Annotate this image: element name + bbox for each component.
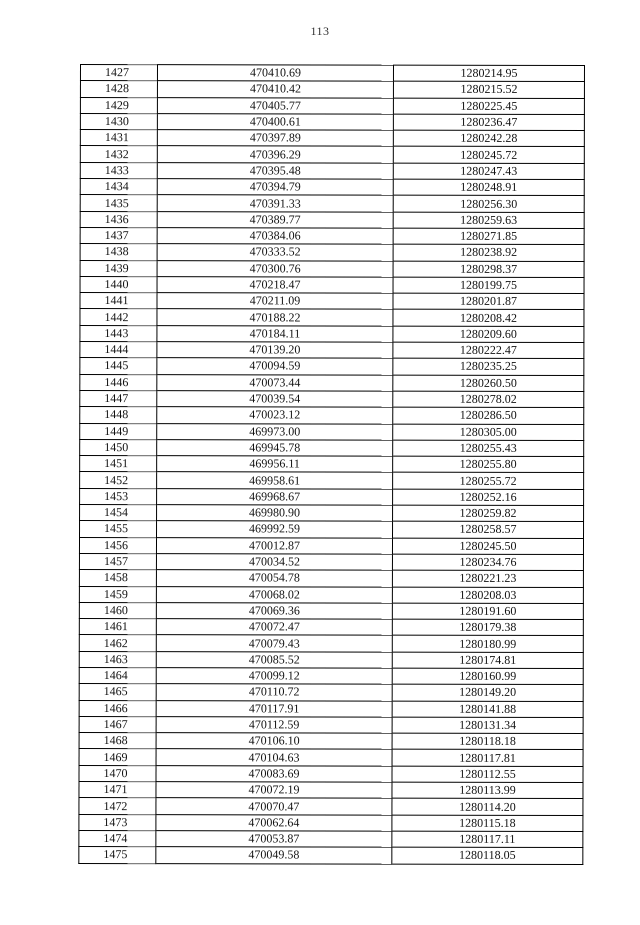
table-row: [80, 244, 584, 261]
point-id-cell: 1466: [79, 700, 156, 716]
table-row: [80, 521, 584, 538]
point-id-cell: 1459: [79, 586, 156, 602]
point-id-cell: 1432: [80, 146, 157, 162]
point-id-cell: 1471: [79, 782, 156, 798]
table-row: [79, 700, 583, 717]
table-row: [80, 407, 584, 424]
table-row: [80, 325, 584, 342]
point-id-cell: 1472: [79, 798, 156, 814]
y-coordinate-cell: 1280209.60: [393, 326, 584, 343]
x-coordinate-cell: 469992.59: [157, 521, 393, 538]
point-id-cell: 1443: [80, 325, 157, 341]
table-row: [80, 276, 584, 293]
y-coordinate-cell: 1280214.95: [393, 65, 584, 82]
x-coordinate-cell: 470072.47: [156, 619, 392, 636]
x-coordinate-cell: 470068.02: [156, 586, 392, 603]
table-row: [80, 488, 584, 505]
x-coordinate-cell: 470139.20: [157, 342, 393, 359]
table-row: [79, 651, 583, 668]
y-coordinate-cell: 1280117.81: [392, 750, 583, 767]
y-coordinate-cell: 1280208.03: [392, 587, 583, 604]
y-coordinate-cell: 1280115.18: [392, 815, 583, 832]
x-coordinate-cell: 470397.89: [157, 130, 393, 147]
x-coordinate-cell: 470117.91: [156, 700, 392, 717]
x-coordinate-cell: 470104.63: [156, 749, 392, 766]
table-row: [80, 390, 584, 407]
x-coordinate-cell: 470085.52: [156, 651, 392, 668]
x-coordinate-cell: 469958.61: [157, 472, 393, 489]
x-coordinate-cell: 470218.47: [157, 277, 393, 294]
table-row: [80, 227, 584, 244]
x-coordinate-cell: 470394.79: [157, 179, 393, 196]
x-coordinate-cell: 470410.42: [157, 81, 393, 98]
x-coordinate-cell: 470395.48: [157, 162, 393, 179]
table-row: [79, 570, 583, 587]
x-coordinate-cell: 470099.12: [156, 668, 392, 685]
point-id-cell: 1441: [80, 293, 157, 309]
y-coordinate-cell: 1280286.50: [393, 407, 584, 424]
y-coordinate-cell: 1280248.91: [393, 179, 584, 196]
y-coordinate-cell: 1280118.05: [392, 847, 583, 864]
table-row: [79, 602, 583, 619]
table-row: [80, 358, 584, 375]
x-coordinate-cell: 470110.72: [156, 684, 392, 701]
y-coordinate-cell: 1280238.92: [393, 244, 584, 261]
table-row: [79, 847, 583, 864]
table-row: [80, 439, 584, 456]
table-row: [80, 130, 584, 147]
point-id-cell: 1429: [80, 97, 157, 113]
y-coordinate-cell: 1280256.30: [393, 196, 584, 213]
point-id-cell: 1463: [79, 651, 156, 667]
x-coordinate-cell: 470106.10: [156, 733, 392, 750]
point-id-cell: 1461: [79, 619, 156, 635]
point-id-cell: 1433: [80, 162, 157, 178]
point-id-cell: 1440: [80, 276, 157, 292]
point-id-cell: 1468: [79, 733, 156, 749]
point-id-cell: 1447: [80, 390, 157, 406]
table-row: [79, 798, 583, 815]
x-coordinate-cell: 470400.61: [157, 114, 393, 131]
table-row: [80, 97, 584, 114]
table-row: [80, 113, 584, 130]
y-coordinate-cell: 1280245.50: [392, 538, 583, 555]
table-row: [79, 586, 583, 603]
x-coordinate-cell: 470034.52: [156, 554, 392, 571]
point-id-cell: 1473: [79, 814, 156, 830]
x-coordinate-cell: 470112.59: [156, 717, 392, 734]
x-coordinate-cell: 470094.59: [157, 358, 393, 375]
point-id-cell: 1475: [79, 847, 156, 863]
point-id-cell: 1451: [80, 456, 157, 472]
table-row: [80, 146, 584, 163]
table-row: [79, 537, 583, 554]
y-coordinate-cell: 1280221.23: [392, 570, 583, 587]
point-id-cell: 1428: [80, 81, 157, 97]
table-row: [80, 472, 584, 489]
point-id-cell: 1427: [80, 65, 157, 81]
table-row: [80, 211, 584, 228]
table-row: [79, 782, 583, 799]
table-row: [80, 162, 584, 179]
y-coordinate-cell: 1280235.25: [393, 358, 584, 375]
table-row: [79, 733, 583, 750]
x-coordinate-cell: 470396.29: [157, 146, 393, 163]
page-number: 113: [310, 24, 330, 38]
point-id-cell: 1430: [80, 113, 157, 129]
table-row: [80, 293, 584, 310]
y-coordinate-cell: 1280113.99: [392, 782, 583, 799]
point-id-cell: 1431: [80, 130, 157, 146]
y-coordinate-cell: 1280255.80: [393, 456, 584, 473]
x-coordinate-cell: 470083.69: [156, 765, 392, 782]
table-row: [80, 456, 584, 473]
x-coordinate-cell: 469968.67: [157, 488, 393, 505]
point-id-cell: 1454: [80, 505, 157, 521]
point-id-cell: 1469: [79, 749, 156, 765]
y-coordinate-cell: 1280258.57: [393, 521, 584, 538]
y-coordinate-cell: 1280131.34: [392, 717, 583, 734]
point-id-cell: 1460: [79, 602, 156, 618]
point-id-cell: 1435: [80, 195, 157, 211]
x-coordinate-cell: 469945.78: [157, 439, 393, 456]
x-coordinate-cell: 470072.19: [156, 782, 392, 799]
y-coordinate-cell: 1280236.47: [393, 114, 584, 131]
table-row: [80, 423, 584, 440]
y-coordinate-cell: 1280201.87: [393, 293, 584, 310]
table-row: [79, 749, 583, 766]
y-coordinate-cell: 1280245.72: [393, 147, 584, 164]
y-coordinate-cell: 1280260.50: [393, 375, 584, 392]
table-row: [79, 765, 583, 782]
x-coordinate-cell: 469973.00: [157, 423, 393, 440]
x-coordinate-cell: 470391.33: [157, 195, 393, 212]
y-coordinate-cell: 1280271.85: [393, 228, 584, 245]
x-coordinate-cell: 470054.78: [156, 570, 392, 587]
y-coordinate-cell: 1280118.18: [392, 733, 583, 750]
table-row: [79, 830, 583, 847]
point-id-cell: 1455: [80, 521, 157, 537]
table-row: [79, 667, 583, 684]
point-id-cell: 1453: [80, 488, 157, 504]
point-id-cell: 1448: [80, 407, 157, 423]
y-coordinate-cell: 1280247.43: [393, 163, 584, 180]
table-row: [80, 65, 584, 82]
point-id-cell: 1470: [79, 765, 156, 781]
x-coordinate-cell: 470053.87: [156, 831, 392, 848]
table-row: [80, 179, 584, 196]
x-coordinate-cell: 470211.09: [157, 293, 393, 310]
table-row: [80, 505, 584, 522]
x-coordinate-cell: 470069.36: [156, 602, 392, 619]
x-coordinate-cell: 470389.77: [157, 211, 393, 228]
y-coordinate-cell: 1280225.45: [393, 98, 584, 115]
y-coordinate-cell: 1280174.81: [392, 652, 583, 669]
y-coordinate-cell: 1280112.55: [392, 766, 583, 783]
x-coordinate-cell: 470073.44: [157, 374, 393, 391]
table-row: [79, 553, 583, 570]
y-coordinate-cell: 1280255.43: [393, 440, 584, 457]
x-coordinate-cell: 469956.11: [157, 456, 393, 473]
y-coordinate-cell: 1280149.20: [392, 684, 583, 701]
y-coordinate-cell: 1280160.99: [392, 668, 583, 685]
point-id-cell: 1457: [79, 553, 156, 569]
x-coordinate-cell: 470405.77: [157, 97, 393, 114]
coordinate-table-body: [79, 65, 585, 865]
y-coordinate-cell: 1280208.42: [393, 310, 584, 327]
table-row: [80, 374, 584, 391]
point-id-cell: 1437: [80, 227, 157, 243]
table-row: [79, 716, 583, 733]
x-coordinate-cell: 470049.58: [156, 847, 392, 864]
point-id-cell: 1458: [79, 570, 156, 586]
y-coordinate-cell: 1280191.60: [392, 603, 583, 620]
point-id-cell: 1450: [80, 439, 157, 455]
y-coordinate-cell: 1280259.82: [393, 505, 584, 522]
x-coordinate-cell: 470079.43: [156, 635, 392, 652]
point-id-cell: 1436: [80, 211, 157, 227]
point-id-cell: 1438: [80, 244, 157, 260]
y-coordinate-cell: 1280242.28: [393, 130, 584, 147]
y-coordinate-cell: 1280252.16: [393, 489, 584, 506]
x-coordinate-cell: 469980.90: [157, 505, 393, 522]
y-coordinate-cell: 1280305.00: [393, 424, 584, 441]
x-coordinate-cell: 470300.76: [157, 260, 393, 277]
y-coordinate-cell: 1280199.75: [393, 277, 584, 294]
y-coordinate-cell: 1280255.72: [393, 473, 584, 490]
table-row: [79, 635, 583, 652]
point-id-cell: 1446: [80, 374, 157, 390]
y-coordinate-cell: 1280179.38: [392, 619, 583, 636]
table-row: [79, 684, 583, 701]
point-id-cell: 1474: [79, 830, 156, 846]
table-row: [80, 309, 584, 326]
table-row: [79, 619, 583, 636]
point-id-cell: 1465: [79, 684, 156, 700]
y-coordinate-cell: 1280117.11: [392, 831, 583, 848]
point-id-cell: 1449: [80, 423, 157, 439]
y-coordinate-cell: 1280141.88: [392, 701, 583, 718]
point-id-cell: 1445: [80, 358, 157, 374]
table-row: [79, 814, 583, 831]
point-id-cell: 1452: [80, 472, 157, 488]
y-coordinate-cell: 1280114.20: [392, 799, 583, 816]
x-coordinate-cell: 470184.11: [157, 325, 393, 342]
y-coordinate-cell: 1280222.47: [393, 342, 584, 359]
x-coordinate-cell: 470039.54: [157, 391, 393, 408]
x-coordinate-cell: 470070.47: [156, 798, 392, 815]
point-id-cell: 1444: [80, 342, 157, 358]
y-coordinate-cell: 1280259.63: [393, 212, 584, 229]
x-coordinate-cell: 470023.12: [157, 407, 393, 424]
x-coordinate-cell: 470333.52: [157, 244, 393, 261]
x-coordinate-cell: 470012.87: [156, 537, 392, 554]
y-coordinate-cell: 1280234.76: [392, 554, 583, 571]
y-coordinate-cell: 1280215.52: [393, 81, 584, 98]
table-row: [80, 81, 584, 98]
point-id-cell: 1462: [79, 635, 156, 651]
table-row: [80, 260, 584, 277]
table-row: [80, 195, 584, 212]
table-row: [80, 342, 584, 359]
x-coordinate-cell: 470410.69: [157, 65, 393, 82]
x-coordinate-cell: 470188.22: [157, 309, 393, 326]
x-coordinate-cell: 470384.06: [157, 228, 393, 245]
x-coordinate-cell: 470062.64: [156, 814, 392, 831]
y-coordinate-cell: 1280298.37: [393, 261, 584, 278]
point-id-cell: 1456: [79, 537, 156, 553]
point-id-cell: 1434: [80, 179, 157, 195]
coordinate-table: [78, 64, 585, 865]
point-id-cell: 1467: [79, 716, 156, 732]
y-coordinate-cell: 1280278.02: [393, 391, 584, 408]
point-id-cell: 1439: [80, 260, 157, 276]
point-id-cell: 1464: [79, 667, 156, 683]
point-id-cell: 1442: [80, 309, 157, 325]
y-coordinate-cell: 1280180.99: [392, 636, 583, 653]
